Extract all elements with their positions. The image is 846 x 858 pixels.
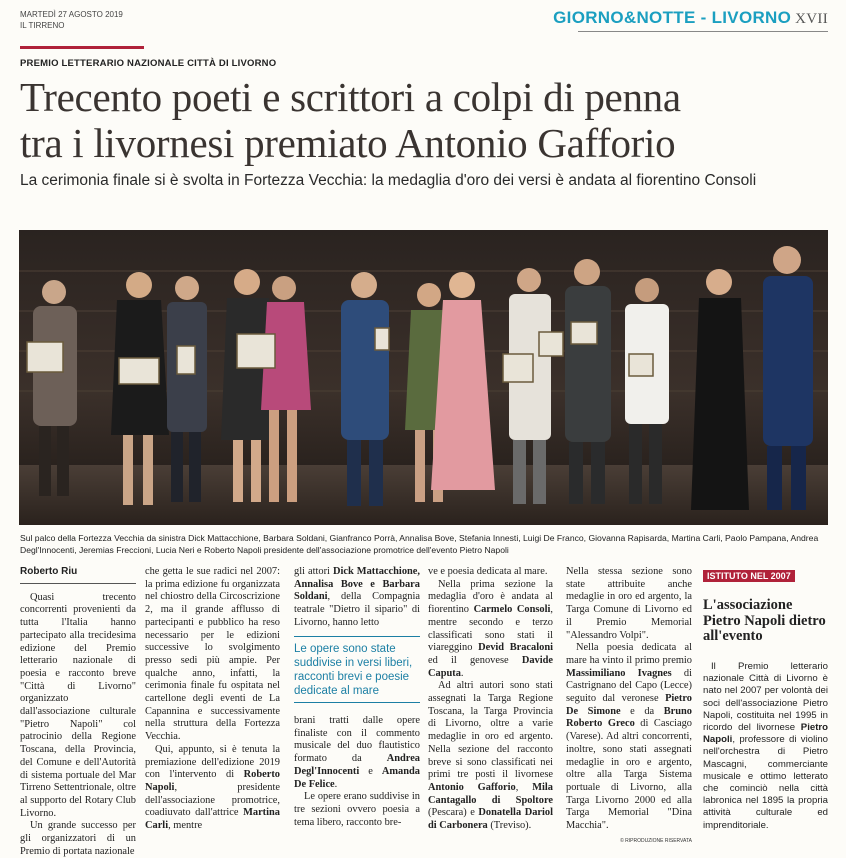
byline-rule: [20, 583, 136, 584]
article-column-1: [20, 566, 136, 858]
copyright-notice: © RIPRODUZIONE RISERVATA: [620, 837, 692, 844]
paragraph: ve e poesia dedicata al mare.: [428, 566, 548, 577]
headline-line-2: tra i livornesi premiato Antonio Gafforio: [20, 120, 676, 166]
paragraph: Nella prima sezione la medaglia d'oro è andata al fiorentino Carmelo Consoli, mentre secondo e terzo classificati sono stati il viareggino Devid Bracaloni ed il genovese Davide Caputa.: [428, 578, 553, 679]
article-column-2: [145, 566, 280, 833]
box-label: ISTITUTO NEL 2007: [703, 570, 795, 582]
paragraph: che getta le sue radici nel 2007: la prima edizione fu organizzata nel chiostro della Circoscrizione 2, ma il grande afflusso di partecipanti e pubblico ha reso necessario per le edizioni successive lo svolgimento presso sedi più ampie. Per qualche anno, infatti, la cerimonia finale fu ospitata nel cartellone degli eventi de La Capannina e successivamente nella struttura della Fortezza Vecchia.: [145, 566, 280, 743]
article-column-3-cont: [294, 715, 420, 829]
paragraph: brani tratti dalle opere finaliste con il commento musicale del duo flautistico formato da Andrea Degl'Innocenti e Amanda De Felice.: [294, 715, 420, 790]
paragraph: Nella stessa sezione sono state attribuite anche medaglie in oro ed argento, la Targa Comune di Livorno ed il Premio Memorial "Alessandro Volpi".: [566, 566, 692, 641]
paragraph: Le opere erano suddivise in tre sezioni ovvero poesia a tema libero, racconto bre-: [294, 791, 420, 828]
headline: [20, 74, 830, 166]
box-text: [703, 661, 828, 832]
newspaper-name: IL TIRRENO: [20, 21, 65, 30]
section-name: GIORNO&NOTTE - LIVORNO: [553, 8, 792, 27]
header-rule: [578, 31, 828, 32]
photo-caption: [20, 532, 828, 556]
paragraph: Quasi trecento concorrenti provenienti da tutta l'Italia hanno partecipato alla trecidesima edizione del Premio letterario nazionale di poesia e racconto breve "Città di Livorno" organizzato dall'associazione culturale "Pietro Napoli" col patrocinio della Regione Toscana, della Provincia, del Comune e dell'Autorità di sistema portuale del Mar Tirreno Settentrionale, oltre al supporto del Rotary Club Livorno.: [20, 591, 136, 819]
kicker: PREMIO LETTERARIO NAZIONALE CITTÀ DI LIVORNO: [20, 58, 277, 69]
page-number: XVII: [795, 11, 828, 27]
paragraph: Ad altri autori sono stati assegnati la Targa Regione Toscana, la Targa Provincia di Livorno, oltre a varie medaglie in oro ed argento. Nella sezione del racconto breve si sono classificati nei primi tre posti il livornese Antonio Gafforio, Mila Cantagallo di Spoltore (Pescara) e Donatella Dariol di Carbonera (Treviso).: [428, 680, 553, 832]
subheadline: La cerimonia finale si è svolta in Fortezza Vecchia: la medaglia d'oro dei versi è andata al fiorentino Consoli: [20, 172, 757, 189]
paragraph: Un grande successo per gli organizzatori di un Premio di portata nazionale: [20, 820, 136, 857]
article-column-5: [566, 566, 692, 847]
paragraph: gli attori Dick Mattacchione, Annalisa Bove e Barbara Soldani, della Compagnia teatrale "Dietro il sipario" di Livorno, hanno letto: [294, 566, 420, 628]
caption-line-1: Sul palco della Fortezza Vecchia da sinistra Dick Mattacchione, Barbara Soldani, Gianfranco Porrà, Annalisa Bove, Stefania Innesti, Luigi De Franco, Giovanna Rapisarda, Martina Carli, Paolo Pampana, Andrea: [20, 533, 819, 543]
issue-date: MARTEDÌ 27 AGOSTO 2019: [20, 10, 123, 19]
paragraph: Il Premio letterario nazionale Città di Livorno è nato nel 2007 per volontà dei soci dell'associazione Pietro Napoli, costituita nel 1995 in ricordo del livornese Pietro Napoli, professore di violino nell'orchestra di Pietro Mascagni, commerciante musicale e ottimo letterato che cominciò nella città labronica nel 1895 la propria attività culturale ed imprenditoriale.: [703, 661, 828, 831]
pullquote-rule-top: [294, 636, 420, 637]
ceremony-photo: [19, 230, 828, 525]
paragraph: Nella poesia dedicata al mare ha vinto il primo premio Massimiliano Ivagnes di Castrignano del Capo (Lecce) seguito dal veronese Pietro De Simone e da Bruno Roberto Greco di Casciago (Varese). Ad altri concorrenti, inoltre, sono stati assegnati medaglie in oro e argento, oltre alla Targa Sistema portuale di Livorno, alla Targa Livorno 2000 ed alla Targa Memorial "Dina Macchia".: [566, 642, 692, 832]
caption-line-2: Degl'Innocenti, Jeremias Freccioni, Lucia Neri e Roberto Napoli presidente dell'associazione promotrice dell'evento Pietro Napoli: [20, 545, 509, 555]
section-header: [553, 8, 828, 28]
paragraph: Qui, appunto, si è tenuta la premiazione dell'edizione 2019 con l'intervento di Roberto Napoli, presidente dell'associazione promotrice, coadiuvato dall'attrice Martina Carli, mentre: [145, 743, 280, 832]
article-column-4: [428, 566, 553, 833]
header-left: [20, 9, 123, 31]
article-column-3: [294, 566, 420, 630]
award-ceremony-photo-icon: [19, 230, 828, 525]
headline-line-1: Trecento poeti e scrittori a colpi di penna: [20, 74, 681, 120]
byline: Roberto Riu: [20, 566, 78, 577]
pullquote-rule-bottom: [294, 702, 420, 703]
kicker-bar: [20, 46, 144, 49]
pullquote: Le opere sono state suddivise in versi liberi, racconti brevi e poesie dedicate al mare: [294, 643, 413, 697]
box-title: L'associazione Pietro Napoli dietro all'evento: [703, 597, 826, 644]
